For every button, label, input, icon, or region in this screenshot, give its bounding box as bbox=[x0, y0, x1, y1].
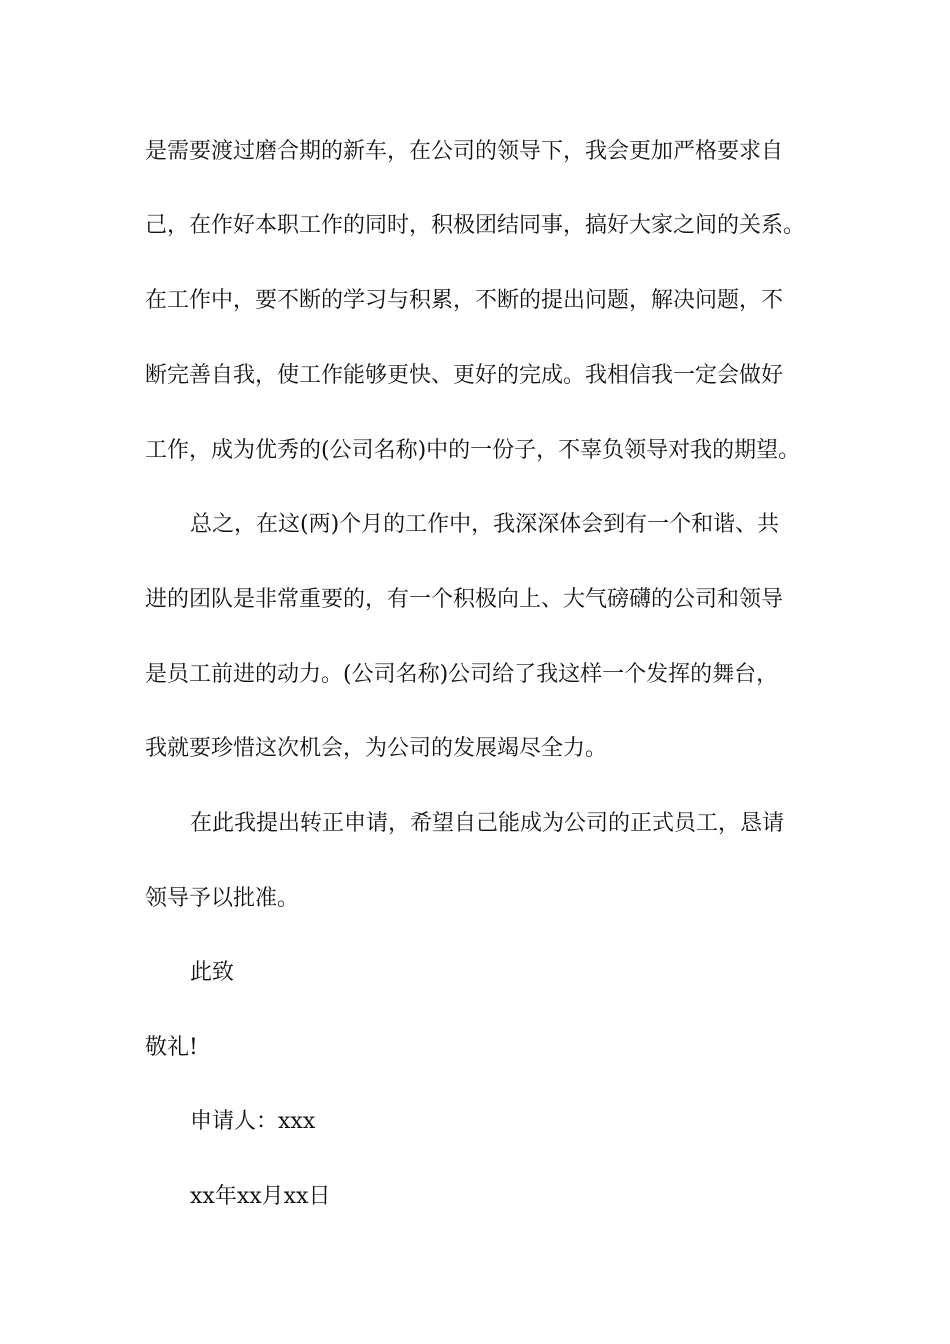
body-line-8: 是员工前进的动力。(公司名称)公司给了我这样一个发挥的舞台， bbox=[145, 662, 779, 687]
body-line-10: 在此我提出转正申请，希望自己能成为公司的正式员工，恳请 bbox=[190, 811, 785, 836]
body-line-9: 我就要珍惜这次机会，为公司的发展竭尽全力。 bbox=[145, 736, 608, 761]
body-line-6: 总之，在这(两)个月的工作中，我深深体会到有一个和谐、共 bbox=[190, 512, 780, 537]
applicant-signature: 申请人：xxx bbox=[190, 1109, 316, 1134]
date-line: xx年xx月xx日 bbox=[190, 1184, 331, 1209]
body-line-3: 在工作中，要不断的学习与积累，不断的提出问题，解决问题，不 bbox=[145, 288, 784, 313]
body-line-2: 己，在作好本职工作的同时，积极团结同事，搞好大家之间的关系。 bbox=[145, 213, 806, 238]
closing-regards: 敬礼! bbox=[145, 1035, 198, 1060]
body-line-11: 领导予以批准。 bbox=[145, 886, 300, 911]
closing-salutation: 此致 bbox=[190, 960, 235, 985]
body-line-5: 工作，成为优秀的(公司名称)中的一份子，不辜负领导对我的期望。 bbox=[145, 438, 801, 463]
body-line-7: 进的团队是非常重要的，有一个积极向上、大气磅礴的公司和领导 bbox=[145, 587, 784, 612]
body-line-1: 是需要渡过磨合期的新车，在公司的领导下，我会更加严格要求自 bbox=[145, 139, 784, 164]
body-line-4: 断完善自我，使工作能够更快、更好的完成。我相信我一定会做好 bbox=[145, 363, 784, 388]
